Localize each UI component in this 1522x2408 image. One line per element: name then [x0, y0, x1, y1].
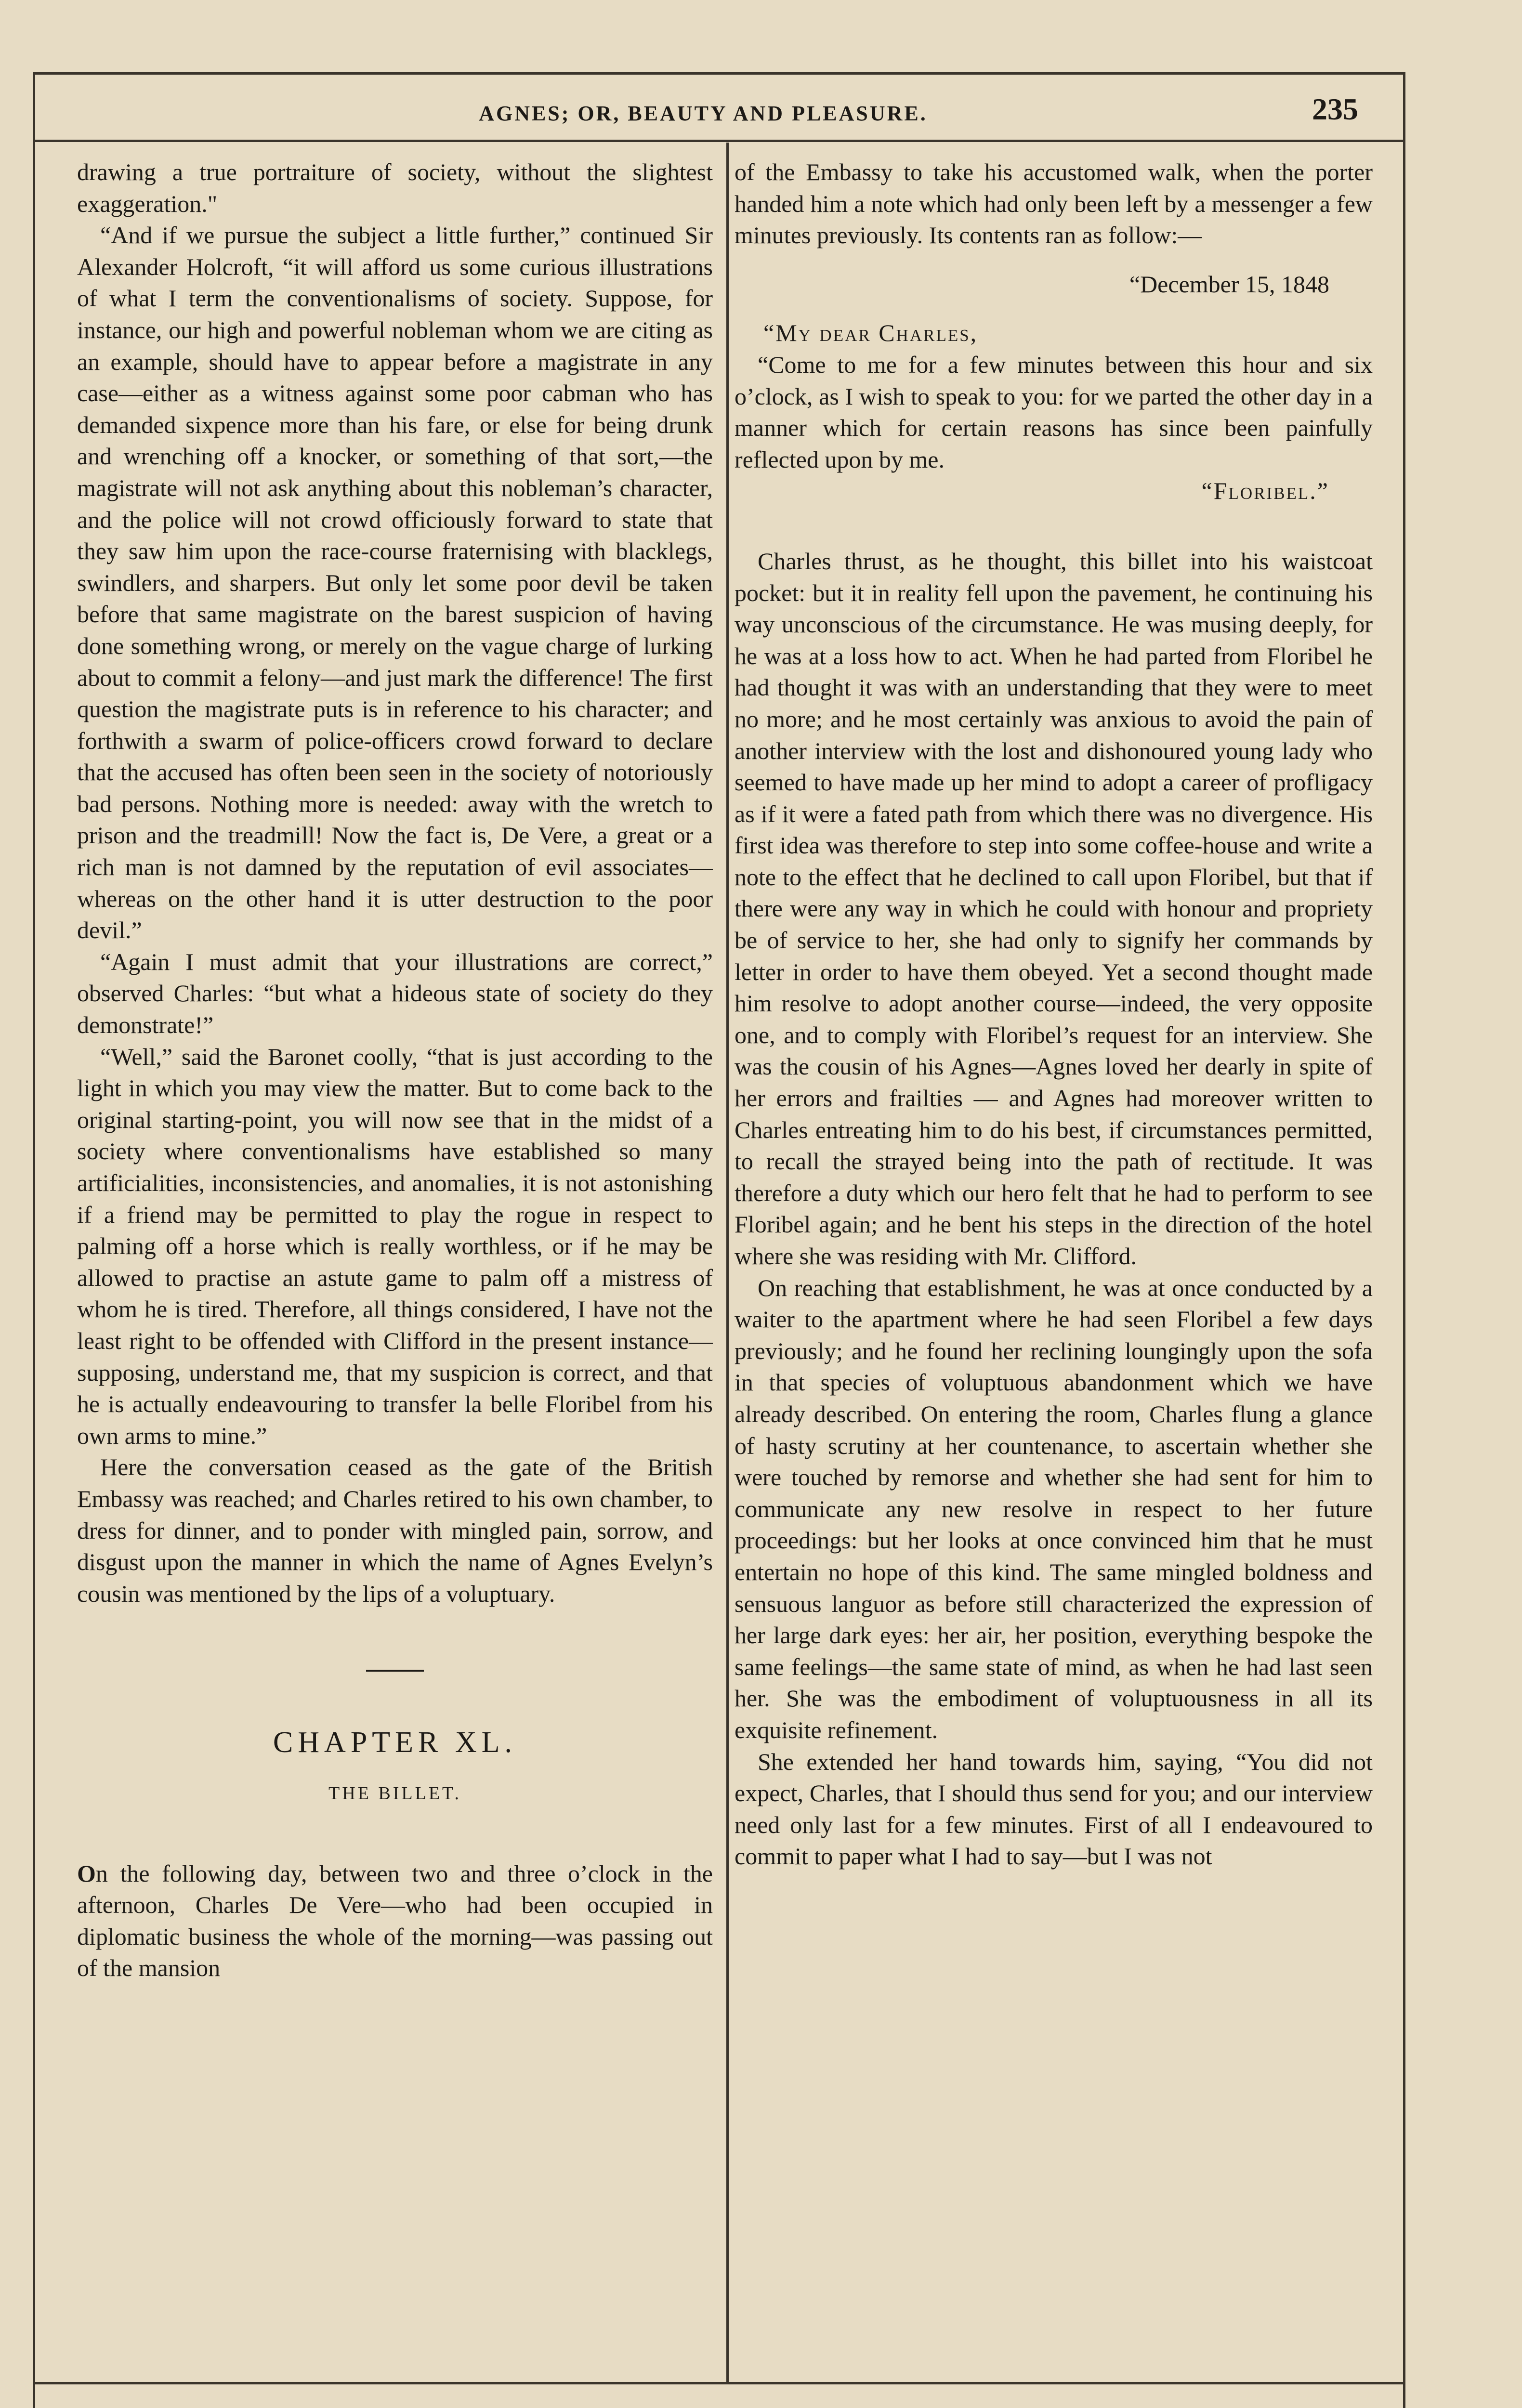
letter-body: “Come to me for a few minutes between this hour and six o’clock, as I wish to speak to you: for we parted the other day in a manner which for certain reasons has since been painfully reflected upon by me. — [735, 351, 1373, 473]
letter-date: “December 15, 1848 — [1129, 270, 1329, 298]
paragraph: drawing a true portraiture of society, without the slightest exaggeration." — [77, 158, 713, 217]
paragraph: Charles thrust, as he thought, this billet into his waistcoat pocket: but it in reality fell upon the pavement, he continuing his way unconscious of the circumstance. He was musing deeply, for he was at a loss how to act. When he had parted from Floribel he had thought it was with an understanding that they were to meet no more; and he most certainly was anxious to avoid the pain of another interview with the lost and dishonoured young lady who seemed to have made up her mind to adopt a career of profligacy as if it were a fated path from which there was no divergence. His first idea was therefore to step into some coffee-house and write a note to the effect that he declined to call upon Floribel, but that if there were any way in which he could with honour and propriety be of service to her, she had only to signify her commands by letter in order to have them obeyed. Yet a second thought made him resolve to adopt another course—indeed, the very opposite one, and to comply with Floribel’s request for an interview. She was the cousin of his Agnes—Agnes loved her dearly in spite of her errors and frailties — and Agnes had moreover written to Charles entreating him to do his best, if circumstances permitted, to recall the strayed being into the path of rectitude. It was therefore a duty which our hero felt that he had to perform to see Floribel again; and he bent his steps in the direction of the hotel where she was residing with Mr. Clifford. — [735, 547, 1373, 1269]
page-number: 235 — [1312, 92, 1358, 126]
column-divider — [726, 143, 729, 2382]
paragraph: “Again I must admit that your illustrations are correct,” observed Charles: “but what a hideous state of society do they demonstrate!” — [77, 948, 713, 1039]
paragraph: She extended her hand towards him, saying, “You did not expect, Charles, that I should thus send for you; and our interview need only last for a few minutes. First of all I endeavoured to commit to paper what I had to say—but I was not — [735, 1748, 1373, 1870]
running-head: AGNES; OR, BEAUTY AND PLEASURE. — [479, 102, 928, 125]
paragraph: “And if we pursue the subject a little further,” continued Sir Alexander Holcroft, “it will afford us some curious illustrations of what I term the conventionalisms of society. Suppose, for instance, our high and powerful nobleman whom we are citing as an example, should have to appear before a magistrate in any case—either as a witness against some poor cabman who has demanded sixpence more than his fare, or else for being drunk and wrenching off a knocker, or something of that sort,—the magistrate will not ask anything about this nobleman’s character, and the police will not crowd officiously forward to state that they saw him upon the race-course fraternising with blacklegs, swindlers, and sharpers. But only let some poor devil be taken before that same magistrate on the barest suspicion of having done something wrong, or merely on the vague charge of lurking about to commit a felony—and just mark the difference! The first question the magistrate puts is in reference to his character; and forthwith a swarm of police-officers crowd forward to declare that the accused has often been seen in the society of notoriously bad persons. Nothing more is needed: away with the wretch to prison and the treadmill! Now the fact is, De Vere, a great or a rich man is not damned by the reputation of evil associates—whereas on the other hand it is utter destruction to the poor devil.” — [77, 222, 713, 944]
paragraph: Here the conversation ceased as the gate of the British Embassy was reached; and Charles retired to his own chamber, to dress for dinner, and to ponder with mingled pain, sorrow, and disgust upon the manner in which the name of Agnes Evelyn’s cousin was mentioned by the lips of a voluptuary. — [77, 1453, 713, 1607]
letter-signature: “Floribel.” — [1201, 477, 1329, 505]
paragraph: of the Embassy to take his accustomed walk, when the porter handed him a note which had only been left by a messenger a few minutes previously. Its contents ran as follow:— — [735, 158, 1373, 249]
paragraph: On reaching that establishment, he was at once conducted by a waiter to the apartment where he had seen Floribel a few days previously; and he found her reclining loungingly upon the sofa in that species of voluptuous abandonment which we have already described. On entering the room, Charles flung a glance of hasty scrutiny at her countenance, to ascertain whether she were touched by remorse and whether she had sent for him to communicate any new resolve in respect to her future proceedings: but her looks at once convinced him that he must entertain no hope of this kind. The same mingled boldness and sensuous languor as before still characterized the expression of her large dark eyes: her air, her position, everything bespoke the same feelings—the same state of mind, as when he had last seen her. She was the embodiment of voluptuousness in all its exquisite refinement. — [735, 1274, 1373, 1743]
page-header — [39, 92, 1368, 130]
left-column — [77, 157, 713, 2372]
chapter-subtitle: THE BILLET. — [328, 1783, 461, 1804]
paragraph: “Well,” said the Baronet coolly, “that is just according to the light in which you may view the matter. But to come back to the original starting-point, you will now see that in the midst of a society where conventionalisms have established so many artificialities, inconsistencies, and anomalies, it is not astonishing if a friend may be permitted to play the rogue in respect to palming off a horse which is really worthless, or if he may be allowed to practise an astute game to palm off a mistress of whom he is tired. Therefore, all things considered, I have not the least right to be offended with Clifford in the present instance—supposing, understand me, that my suspicion is correct, and that he is actually endeavouring to transfer la belle Floribel from his own arms to mine.” — [77, 1043, 713, 1449]
chapter-title: CHAPTER XL. — [273, 1726, 517, 1759]
right-column — [735, 157, 1373, 2372]
bottom-rule — [33, 2382, 1405, 2384]
letter-salutation: “My dear Charles, — [763, 319, 978, 347]
header-rule — [33, 140, 1405, 142]
chapter-break-rule — [366, 1670, 424, 1672]
chapter-opening-paragraph: On the following day, between two and three o’clock in the afternoon, Charles De Vere—who had been occupied in diplomatic business the whole of the morning—was passing out of the mansion — [77, 1859, 713, 1982]
